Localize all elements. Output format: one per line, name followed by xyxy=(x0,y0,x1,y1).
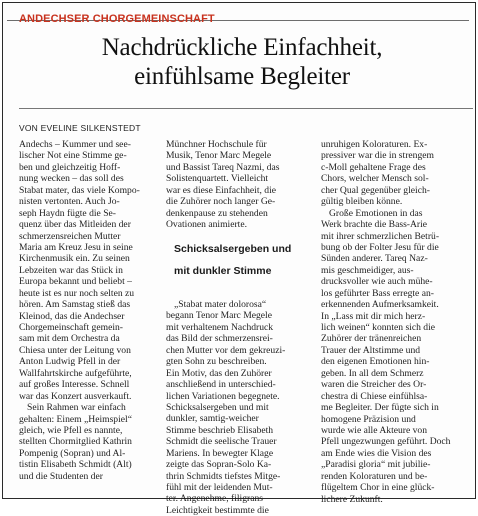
text-line: auf großes Interesse. Schnell xyxy=(19,379,130,391)
text-line: lichere Zukunft. xyxy=(321,493,383,505)
text-line: Ein Motiv, das den Zuhörer xyxy=(166,367,272,379)
headline-line-2: einfühlsame Begleiter xyxy=(134,63,350,90)
text-line: cher Qual gegenüber gleich- xyxy=(321,184,430,196)
text-line: war es diese Einfachheit, die xyxy=(166,184,277,196)
text-line: pressiver war die in strengem xyxy=(321,150,434,162)
text-line: me Begleiter. Der fügte sich in xyxy=(321,402,439,414)
text-line: Chorgemeinschaft gemein- xyxy=(19,322,123,333)
text-line: Maria am Kreuz Jesu in seine xyxy=(19,241,133,253)
text-line: Stabat mater, das viele Kompo- xyxy=(19,184,140,196)
text-line: wurde wie alle Akteure von xyxy=(321,424,428,436)
text-line: bung ob der Folter Jesu für die xyxy=(321,241,439,253)
text-line: Chors, welcher Mensch sol- xyxy=(321,173,429,185)
text-line: Schmidt die seelische Trauer xyxy=(166,436,277,448)
text-line: lischer Not eine Stimme ge- xyxy=(19,150,127,162)
text-line: lichen Variationen begegnete. xyxy=(166,390,280,402)
text-line: chen Mutter vor dem gekreuzi- xyxy=(166,344,286,356)
text-line: lich weinen“ konnten sich die xyxy=(321,322,436,333)
text-line: sam mit dem Orchestra da xyxy=(19,333,120,345)
text-line: Werk brachte die Bass-Arie xyxy=(321,219,428,231)
text-line: seph Haydn fügte die Se- xyxy=(19,207,116,219)
article-column-1 xyxy=(19,139,167,482)
text-line: gültig bleiben könne. xyxy=(321,196,403,208)
text-line: geben. In all dem Schmerz xyxy=(321,367,424,379)
text-line: Sein Rahmen war einfach xyxy=(27,402,126,414)
text-line: homogene Präzision und xyxy=(321,413,416,425)
text-line: und Bassist Tareq Nazmi, das xyxy=(166,161,280,173)
headline-line-1: Nachdrückliche Einfachheit, xyxy=(101,34,383,61)
text-line: mis geschmeidiger, aus- xyxy=(321,264,414,276)
text-line: Chiesa unter der Leitung von xyxy=(19,344,131,356)
text-line: Europa bekannt und beliebt – xyxy=(19,276,132,288)
text-line: gleich, wie Pfell es nannte, xyxy=(19,424,123,436)
text-line: hören. Am Samstag stieß das xyxy=(19,299,131,311)
text-line: denkenpause zu stehenden xyxy=(166,207,268,219)
text-line: begann Tenor Marc Megele xyxy=(166,310,272,322)
text-line: Pfell ungezwungen geführt. Doch xyxy=(321,436,451,448)
newspaper-clipping xyxy=(2,2,476,516)
text-line: ben und gleichzeitig Hoff- xyxy=(19,161,121,173)
text-line: gehalten: Einem „Heimspiel“ xyxy=(19,413,132,425)
text-line: thrin Schmidts tiefstes Mitge- xyxy=(166,470,281,482)
text-line: Stimme beschrieb Elisabeth xyxy=(166,424,274,436)
text-line: quenz über das Mitleiden der xyxy=(19,219,131,231)
text-line: chestra di Chiese einfühlsa- xyxy=(321,390,428,402)
text-line: Anton Ludwig Pfell in der xyxy=(19,356,121,368)
text-line: zeigte das Sopran-Solo Ka- xyxy=(166,459,272,471)
text-line: In „Lass mit dir mich herz- xyxy=(321,310,426,322)
text-line: unruhigen Koloraturen. Ex- xyxy=(321,139,428,150)
text-line: Leichtigkeit bestimmte die xyxy=(166,504,269,516)
text-line: anschließend in unterschied- xyxy=(166,379,276,391)
text-line: los geführter Bass erregte an- xyxy=(321,287,434,299)
subhead-line-2: mit dunkler Stimme xyxy=(174,265,272,277)
text-line: stellten Chormitglied Kathrin xyxy=(19,436,132,448)
text-line: den eigenen Emotionen hin- xyxy=(321,356,430,368)
text-line: schmerzensreichen Mutter xyxy=(19,230,121,242)
subhead-line-1: Schicksalsergeben und xyxy=(174,243,292,255)
article-subhead xyxy=(174,238,314,282)
text-line: Trauer der Altstimme und xyxy=(321,344,421,356)
text-line: war das Konzert ausverkauft. xyxy=(19,390,132,402)
text-line: ter. Angenehme, filigrans xyxy=(166,493,263,505)
article-column-2-bottom xyxy=(166,299,314,516)
text-line: waren die Streicher des Or- xyxy=(321,379,427,391)
text-line: Münchner Hochschule für xyxy=(166,139,267,150)
headline-divider xyxy=(19,108,473,109)
text-line: Wallfahrtskirche aufgeführte, xyxy=(19,367,132,379)
article-column-2-top xyxy=(166,139,314,231)
text-line: Pompenig (Sopran) und Al- xyxy=(19,447,126,459)
text-line: Lebzeiten war das Stück in xyxy=(19,264,123,276)
text-line: Sünden anderer. Tareq Naz- xyxy=(321,253,428,265)
text-line: fühl mit der leidenden Mut- xyxy=(166,482,273,493)
text-line: gten Sohn zu beschreiben. xyxy=(166,356,267,368)
text-line: Kirchenmusik ein. Zu seinen xyxy=(19,253,130,265)
text-line: nisten vertonten. Auch Jo- xyxy=(19,196,120,208)
text-line: Kleinod, das die Andechser xyxy=(19,310,125,322)
headline xyxy=(13,33,471,91)
text-line: nung wecken – das soll des xyxy=(19,173,124,185)
text-line: mit verhaltenem Nachdruck xyxy=(166,321,274,333)
text-line: Schicksalsergeben und mit xyxy=(166,401,269,413)
text-line: drucksvoller wie auch mühe- xyxy=(321,276,433,288)
text-line: heute ist es nur noch selten zu xyxy=(19,287,135,299)
text-line: „Stabat mater dolorosa“ xyxy=(174,299,267,310)
text-line: „Paradisi gloria“ mit jubilie- xyxy=(321,459,431,471)
text-line: c-Moll gehaltene Frage des xyxy=(321,161,426,173)
text-line: tistin Elisabeth Schmidt (Alt) xyxy=(19,459,132,471)
text-line: renden Koloraturen und be- xyxy=(321,470,428,482)
text-line: und die Studenten der xyxy=(19,470,103,482)
text-line: Zuhörer der tränenreichen xyxy=(321,333,422,345)
section-kicker: ANDECHSER CHORGEMEINSCHAFT xyxy=(19,13,215,25)
text-line: Mariens. In bewegter Klage xyxy=(166,447,274,459)
text-line: erkennenden Aufmerksamkeit. xyxy=(321,299,439,311)
text-line: Andechs – Kummer und see- xyxy=(19,139,131,150)
text-line: die Zuhörer noch langer Ge- xyxy=(166,196,276,208)
article-column-3 xyxy=(321,139,469,505)
text-line: Solistenquartett. Vielleicht xyxy=(166,173,269,185)
text-line: Große Emotionen in das xyxy=(329,207,423,219)
text-line: Musik, Tenor Marc Megele xyxy=(166,150,272,162)
text-line: flügeltem Chor in eine glück- xyxy=(321,482,435,494)
text-line: dunkler, samtig-weicher xyxy=(166,413,259,425)
text-line: mit ihrer schmerzlichen Betrü- xyxy=(321,230,440,242)
text-line: am Ende wies die Vision des xyxy=(321,447,432,459)
text-line: das Bild der schmerzensrei- xyxy=(166,333,273,345)
text-line: Ovationen animierte. xyxy=(166,219,247,231)
byline: VON EVELINE SILKENSTEDT xyxy=(19,123,141,133)
